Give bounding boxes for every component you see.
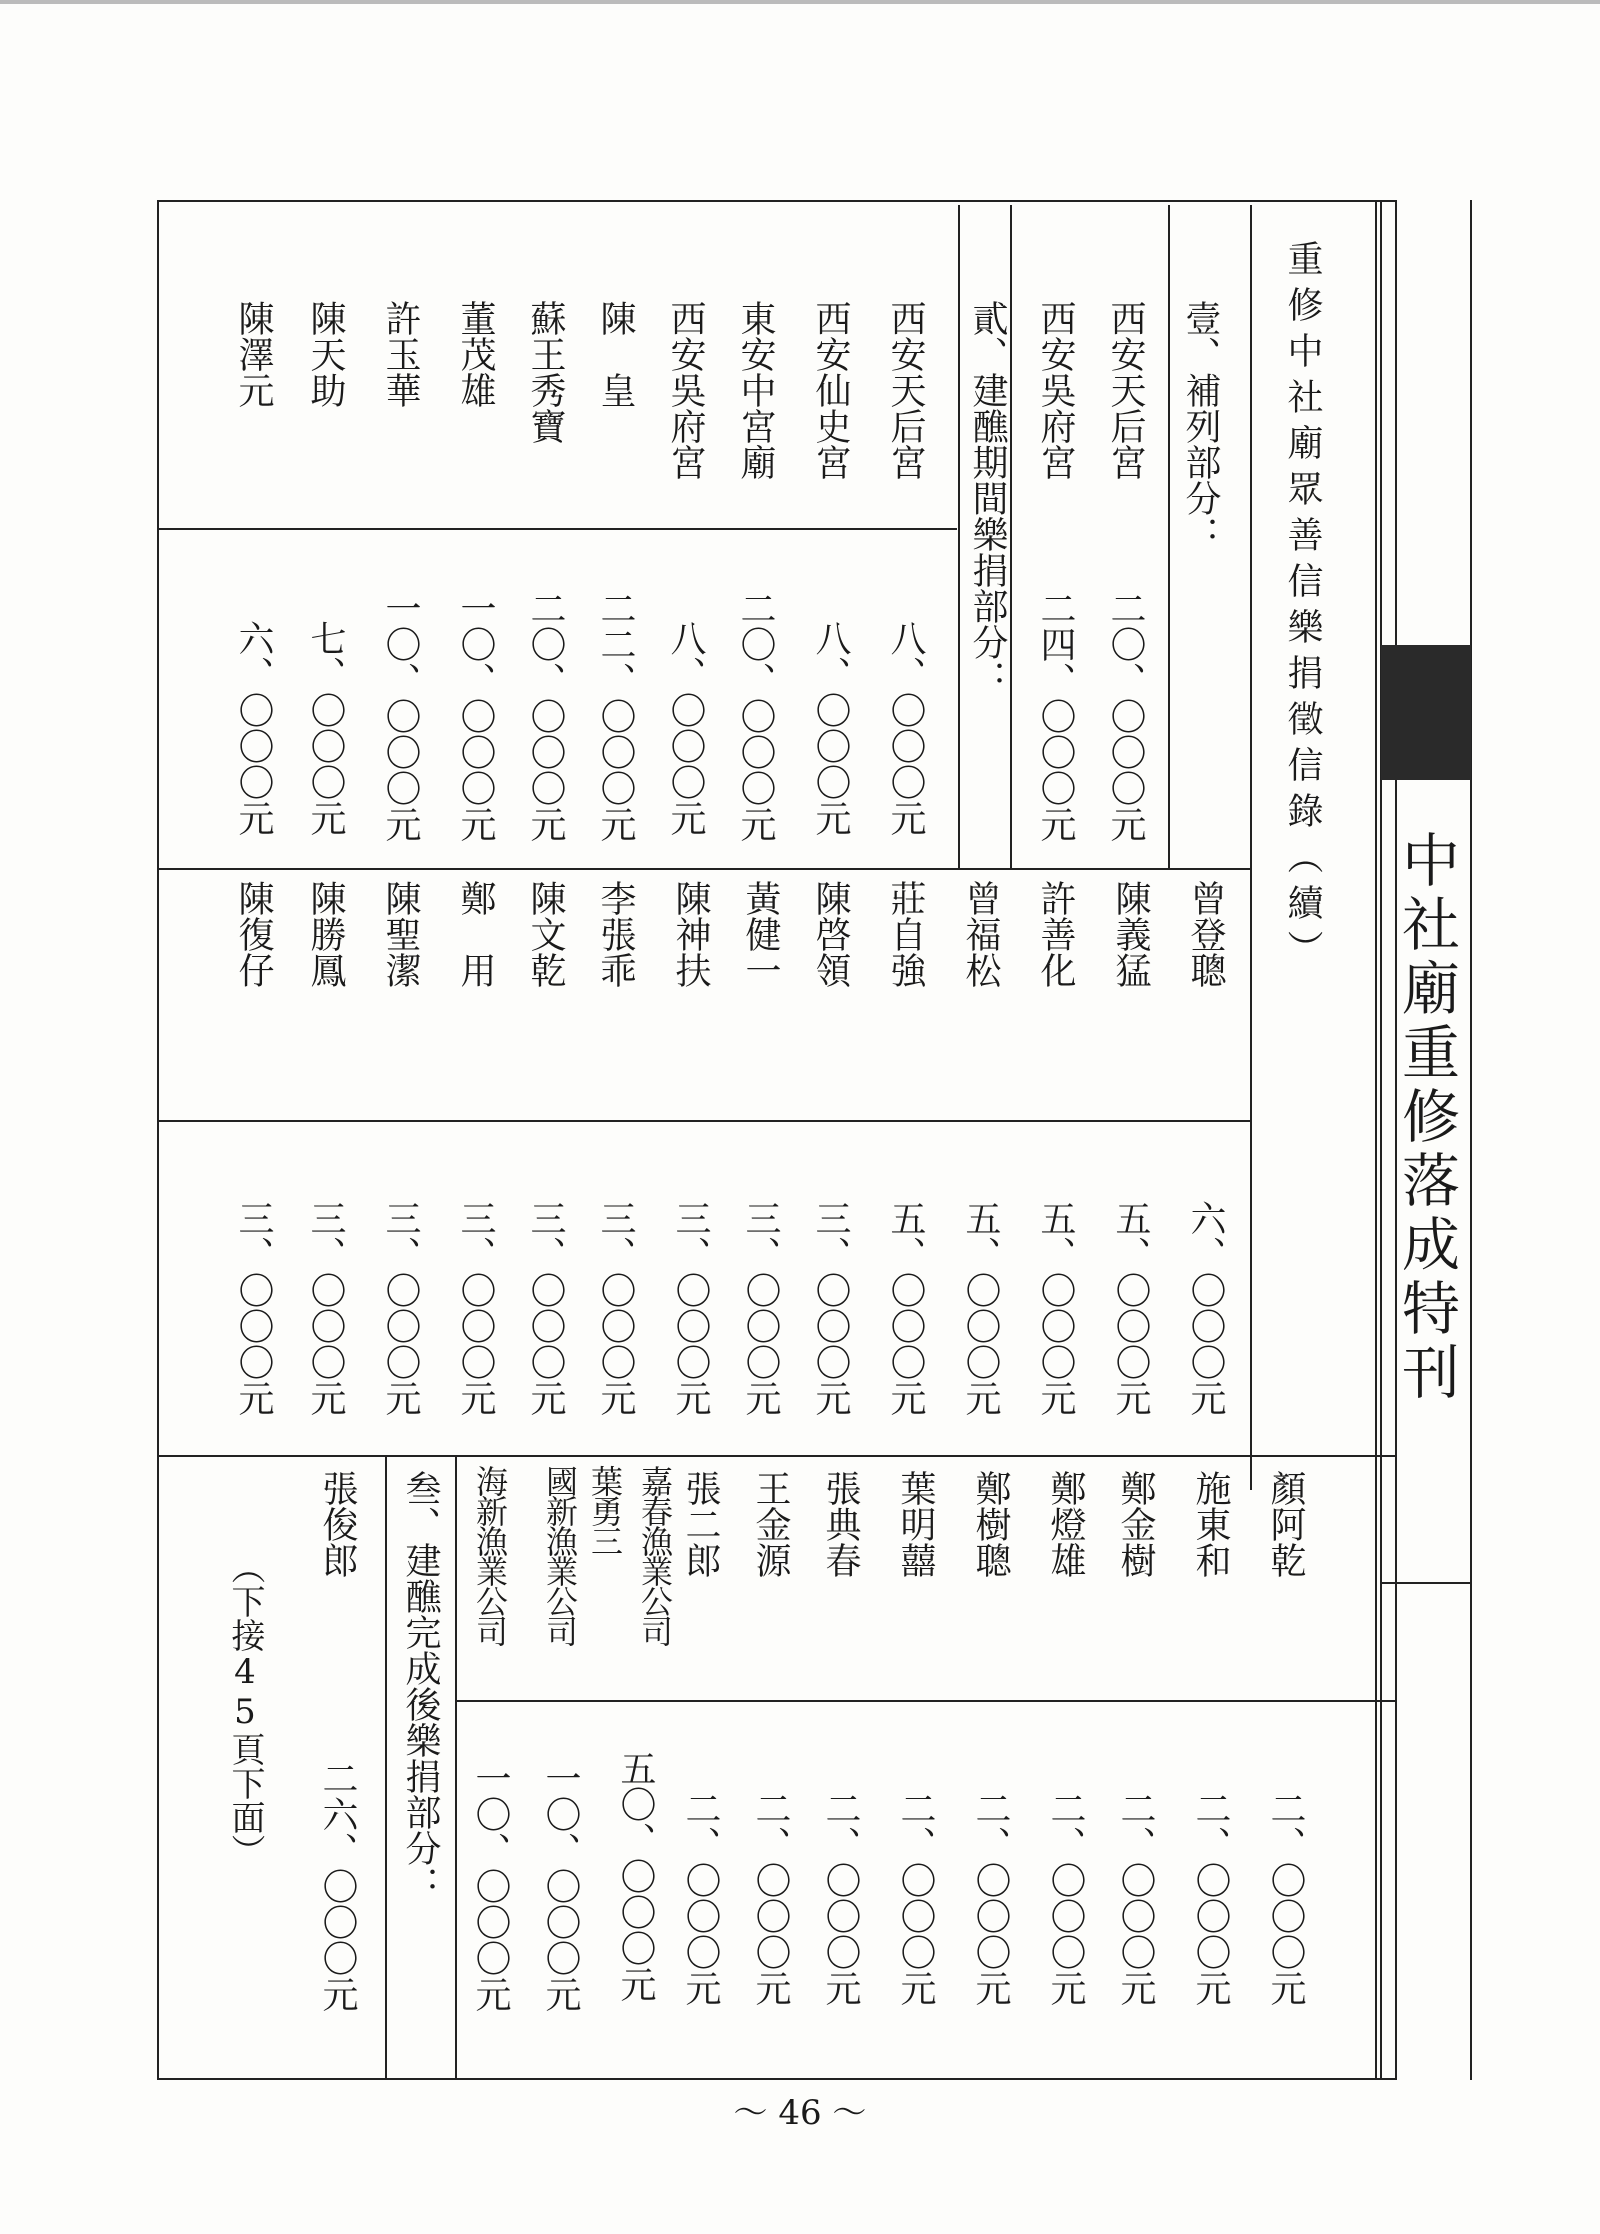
title-divider-right [1375,200,1377,2080]
pub-rule-bottom [1380,1582,1472,1584]
s2-name: 西安吳府宮 [665,300,706,480]
mid-amount: 三、〇〇〇元 [380,1200,421,1416]
bottom-amount: 一〇、〇〇〇元 [470,1760,511,2012]
top-rule [0,0,1600,4]
s2-amount: 二〇、〇〇〇元 [525,590,566,842]
mid-name: 陳啓領 [810,880,851,988]
bottom-name: 海新漁業公司 [471,1465,509,1645]
s1-name: 西安吳府宮 [1035,300,1076,480]
bottom-amount: 二、〇〇〇元 [820,1790,861,2006]
mid-amount: 三、〇〇〇元 [810,1200,851,1416]
rule-top-bottom [157,868,1252,870]
bottom-amount: 二、〇〇〇元 [895,1790,936,2006]
s2-name: 許玉華 [380,300,421,408]
bottom-name: 嘉春漁業公司 葉勇三 [586,1465,674,1645]
s2-divider [958,205,960,870]
bottom-amount: 二、〇〇〇元 [970,1790,1011,2006]
bottom-name: 王金源 [750,1470,791,1578]
s2-name: 董茂雄 [455,300,496,408]
mid-amount: 三、〇〇〇元 [233,1200,274,1416]
mid-amount: 三、〇〇〇元 [305,1200,346,1416]
bottom-amount: 二、〇〇〇元 [750,1790,791,2006]
rule-top-mid [157,528,957,530]
mid-name: 陳義猛 [1110,880,1151,988]
s1-name: 西安天后宮 [1105,300,1146,480]
mid-name: 陳復仔 [233,880,274,988]
mid-name: 曾福松 [960,880,1001,988]
s3-name: 張俊郎 [317,1470,358,1578]
s1-amount: 二四、〇〇〇元 [1035,590,1076,842]
section-2-heading: 貳、建醮期間樂捐部分： [967,300,1008,696]
bottom-amount: 二、〇〇〇元 [1265,1790,1306,2006]
s2-amount: 一〇、〇〇〇元 [455,590,496,842]
bottom-name: 鄭金樹 [1115,1470,1156,1578]
bottom-amount: 一〇、〇〇〇元 [540,1760,581,2012]
s2-amount: 八、〇〇〇元 [885,620,926,836]
mid-amount: 三、〇〇〇元 [595,1200,636,1416]
mid-amount: 五、〇〇〇元 [1110,1200,1151,1416]
title-divider-left [1250,205,1252,1490]
s2-amount: 七、〇〇〇元 [305,620,346,836]
page-number: ～ 46 ～ [733,2093,867,2133]
bottom-name: 顏阿乾 [1265,1470,1306,1578]
s3-left-divider [385,1455,387,2080]
mid-amount: 五、〇〇〇元 [1035,1200,1076,1416]
bottom-amount: 二、〇〇〇元 [1190,1790,1231,2006]
rule-mid-bottom [157,1455,1397,1457]
s2-name: 陳澤元 [233,300,274,408]
mid-name: 陳勝鳳 [305,880,346,988]
mid-name: 黃健一 [740,880,781,988]
bottom-amount: 二、〇〇〇元 [1045,1790,1086,2006]
s2-name: 蘇王秀寶 [525,300,566,444]
rule-bottom-mid [457,1700,1395,1702]
s2-amount: 二〇、〇〇〇元 [735,590,776,842]
mid-name: 許善化 [1035,880,1076,988]
mid-amount: 六、〇〇〇元 [1185,1200,1226,1416]
mid-name: 陳文乾 [525,880,566,988]
mid-amount: 五、〇〇〇元 [960,1200,1001,1416]
section-tab-marker [1381,645,1471,780]
mid-name: 曾登聰 [1185,880,1226,988]
outer-right-border [1380,200,1382,2080]
rule-mid-mid [157,1120,1252,1122]
mid-name: 陳聖潔 [380,880,421,988]
s2-name: 西安天后宮 [885,300,926,480]
mid-amount: 五、〇〇〇元 [885,1200,926,1416]
s2-name: 陳天助 [305,300,346,408]
mid-name: 陳神扶 [670,880,711,988]
bottom-amount: 二、〇〇〇元 [1115,1790,1156,2006]
bottom-name: 張二郎 [680,1470,721,1578]
bottom-name: 鄭樹聰 [970,1470,1011,1578]
s2-amount: 二二、〇〇〇元 [595,590,636,842]
mid-name: 李張乖 [595,880,636,988]
s2-amount: 六、〇〇〇元 [233,620,274,836]
bottom-name: 鄭燈雄 [1045,1470,1086,1578]
s1-divider [1168,205,1170,870]
section-1-heading: 壹、補列部分： [1180,300,1221,552]
s2-amount: 一〇、〇〇〇元 [380,590,421,842]
publication-title: 中社廟重修落成特刊 [1392,830,1460,1406]
s2-amount: 八、〇〇〇元 [665,620,706,836]
mid-name: 鄭 用 [455,880,496,988]
continuation-note: （下接45頁下面） [225,1550,265,1868]
s2-name: 東安中宮廟 [735,300,776,480]
s3-divider [455,1455,457,2080]
section-3-heading: 叁、建醮完成後樂捐部分： [400,1470,441,1902]
s2-amount: 八、〇〇〇元 [810,620,851,836]
mid-amount: 三、〇〇〇元 [525,1200,566,1416]
bottom-name: 國新漁業公司 [541,1465,579,1645]
mid-amount: 三、〇〇〇元 [670,1200,711,1416]
mid-name: 莊自強 [885,880,926,988]
s2-name: 西安仙史宮 [810,300,851,480]
pub-border [1470,200,1472,2080]
s2-name: 陳 皇 [595,300,636,408]
page-title: 重修中社廟眾善信樂捐徵信錄（續） [1282,240,1323,976]
s3-amount: 二六、〇〇〇元 [317,1760,358,2012]
bottom-name: 施東和 [1190,1470,1231,1578]
bottom-amount: 五〇、〇〇〇元 [615,1750,656,2002]
bottom-amount: 二、〇〇〇元 [680,1790,721,2006]
s1-amount: 二〇、〇〇〇元 [1105,590,1146,842]
mid-amount: 三、〇〇〇元 [455,1200,496,1416]
bottom-name: 葉明囍 [895,1470,936,1578]
bottom-name: 張典春 [820,1470,861,1578]
mid-amount: 三、〇〇〇元 [740,1200,781,1416]
